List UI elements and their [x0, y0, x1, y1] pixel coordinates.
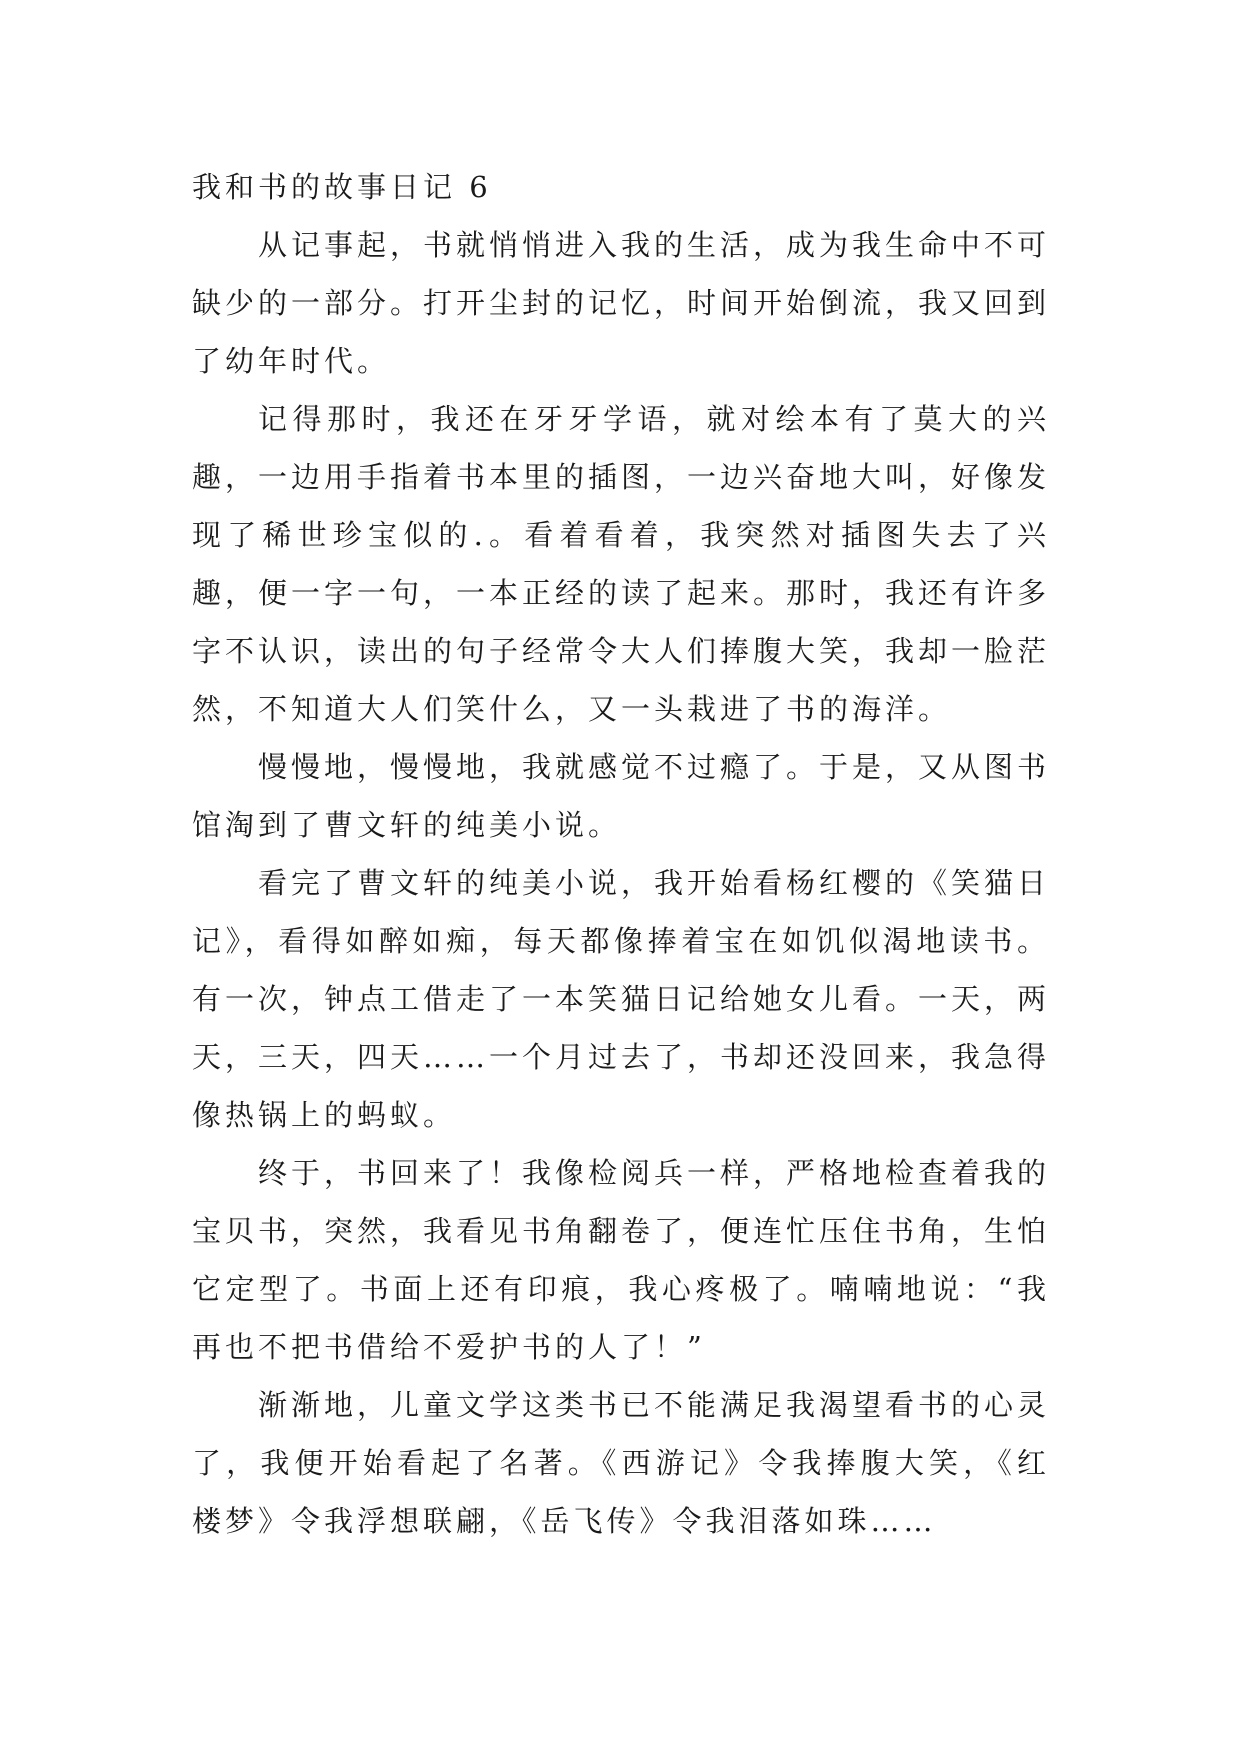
paragraph: 终于，书回来了！我像检阅兵一样，严格地检查着我的宝贝书，突然，我看见书角翻卷了，便连忙压住书角，生怕它定型了。书面上还有印痕，我心疼极了。喃喃地说：“我再也不把书借给不爱护书的人了！”: [192, 1156, 1051, 1364]
paragraph: 看完了曹文轩的纯美小说，我开始看杨红樱的《笑猫日记》，看得如醉如痴，每天都像捧着宝在如饥似渴地读书。有一次，钟点工借走了一本笑猫日记给她女儿看。一天，两天，三天，四天……一个月过去了，书却还没回来，我急得像热锅上的蚂蚁。: [192, 866, 1051, 1132]
paragraph: 慢慢地，慢慢地，我就感觉不过瘾了。于是，又从图书馆淘到了曹文轩的纯美小说。: [192, 750, 1051, 842]
paragraph: 记得那时，我还在牙牙学语，就对绘本有了莫大的兴趣，一边用手指着书本里的插图，一边兴奋地大叫，好像发现了稀世珍宝似的.。看着看着，我突然对插图失去了兴趣，便一字一句，一本正经的读了起来。那时，我还有许多字不认识，读出的句子经常令大人们捧腹大笑，我却一脸茫然，不知道大人们笑什么，又一头栽进了书的海洋。: [192, 402, 1051, 726]
paragraph: 渐渐地，儿童文学这类书已不能满足我渴望看书的心灵了，我便开始看起了名著。《西游记》令我捧腹大笑，《红楼梦》令我浮想联翩，《岳飞传》令我泪落如珠……: [192, 1388, 1051, 1538]
document-title: 我和书的故事日记 6: [192, 170, 492, 204]
paragraph: 从记事起，书就悄悄进入我的生活，成为我生命中不可缺少的一部分。打开尘封的记忆，时间开始倒流，我又回到了幼年时代。: [192, 228, 1051, 378]
document-body: [192, 158, 1050, 1550]
